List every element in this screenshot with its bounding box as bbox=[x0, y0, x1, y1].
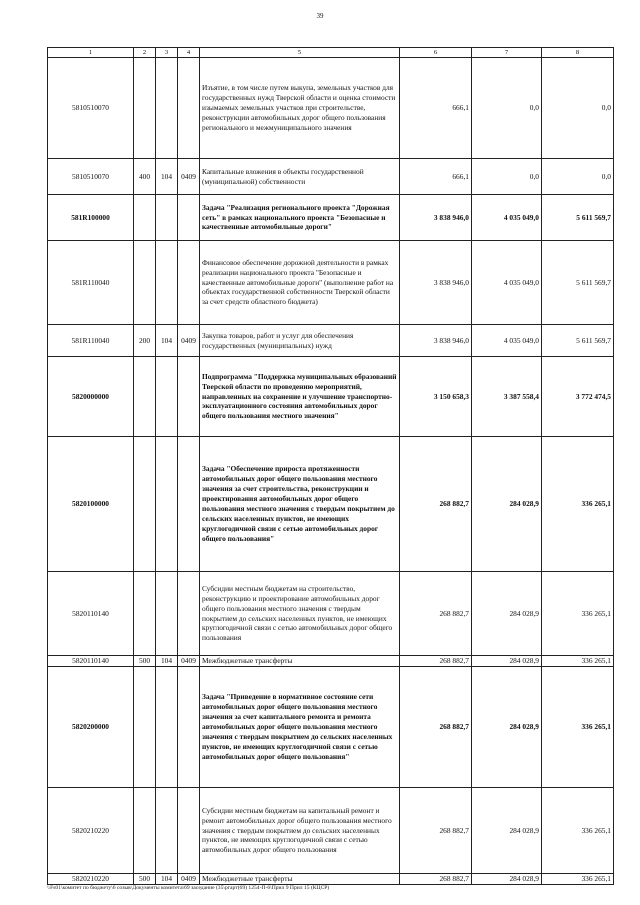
row-c2: 200 bbox=[134, 325, 156, 357]
row-c3 bbox=[156, 58, 178, 159]
table-row bbox=[48, 437, 614, 572]
row-code: 5820000000 bbox=[48, 357, 134, 437]
row-code: 581R110040 bbox=[48, 241, 134, 325]
row-value-7: 284 028,9 bbox=[472, 788, 542, 874]
row-value-7: 284 028,9 bbox=[472, 656, 542, 667]
row-value-7: 284 028,9 bbox=[472, 667, 542, 788]
row-value-6: 268 882,7 bbox=[400, 667, 472, 788]
row-code: 5820100000 bbox=[48, 437, 134, 572]
row-c4 bbox=[178, 572, 200, 656]
column-header: 3 bbox=[156, 48, 178, 58]
table-row bbox=[48, 241, 614, 325]
budget-table bbox=[47, 47, 614, 885]
row-c3 bbox=[156, 357, 178, 437]
row-c2 bbox=[134, 572, 156, 656]
row-c2: 500 bbox=[134, 874, 156, 885]
row-value-8: 5 611 569,7 bbox=[542, 241, 614, 325]
row-value-7: 284 028,9 bbox=[472, 572, 542, 656]
table-row bbox=[48, 159, 614, 195]
row-c4 bbox=[178, 437, 200, 572]
row-description: Задача "Приведение в нормативное состояние сети автомобильных дорог общего пользования местного значения за счет капитального ремонта и ремонта автомобильных дорог общего пользования местного значения с твердым покрытием до сельских населенных пунктов, не имеющих круглогодичной связи с сетью автомобильных дорог общего пользования" bbox=[200, 667, 400, 788]
row-c2 bbox=[134, 437, 156, 572]
table-body bbox=[48, 58, 614, 885]
column-header: 4 bbox=[178, 48, 200, 58]
row-value-7: 284 028,9 bbox=[472, 437, 542, 572]
row-code: 5820210220 bbox=[48, 788, 134, 874]
row-code: 581R100000 bbox=[48, 195, 134, 241]
row-value-6: 3 150 658,3 bbox=[400, 357, 472, 437]
row-value-7: 4 035 049,0 bbox=[472, 195, 542, 241]
row-description: Подпрограмма "Поддержка муниципальных образований Тверской области по проведению мероприятий, направленных на сохранение и улучшение транспортно-эксплуатационного состояния автомобильных дорог общего пользования местного значения" bbox=[200, 357, 400, 437]
row-description: Финансовое обеспечение дорожной деятельности в рамках реализации национального проекта "Безопасные и качественные автомобильные дороги" (выполнение работ на объектах государственной собственности Тверской области за счет средств областного бюджета) bbox=[200, 241, 400, 325]
row-c4: 0409 bbox=[178, 874, 200, 885]
row-c3 bbox=[156, 788, 178, 874]
row-value-6: 666,1 bbox=[400, 58, 472, 159]
table-row bbox=[48, 325, 614, 357]
row-value-8: 336 265,1 bbox=[542, 572, 614, 656]
row-c2: 400 bbox=[134, 159, 156, 195]
row-value-6: 3 838 946,0 bbox=[400, 241, 472, 325]
table-header bbox=[48, 48, 614, 58]
header-row bbox=[48, 48, 614, 58]
table-row bbox=[48, 195, 614, 241]
row-c3 bbox=[156, 437, 178, 572]
row-value-6: 666,1 bbox=[400, 159, 472, 195]
row-value-8: 0,0 bbox=[542, 159, 614, 195]
row-c3: 104 bbox=[156, 325, 178, 357]
row-value-7: 284 028,9 bbox=[472, 874, 542, 885]
table-row bbox=[48, 788, 614, 874]
row-c3 bbox=[156, 195, 178, 241]
row-description: Субсидии местным бюджетам на строительство, реконструкцию и проектирование автомобильных дорог общего пользования местного значения с твердым покрытием до сельских населенных пунктов, не имеющих круглогодичной связи с сетью автомобильных дорог общего пользования bbox=[200, 572, 400, 656]
row-description: Субсидии местным бюджетам на капитальный ремонт и ремонт автомобильных дорог общего пользования местного значения с твердым покрытием до сельских населенных пунктов, не имеющих круглогодичной связи с сетью автомобильных дорог общего пользования bbox=[200, 788, 400, 874]
column-header: 5 bbox=[200, 48, 400, 58]
footer-file-path: \\Fs01\комитет по бюджету\6 созыв\Документы комитета\69 заседание (35\ргарт(69) 1254-П-6\Прил 9 Прил 15 (КЦСР) bbox=[47, 885, 330, 891]
table-row bbox=[48, 572, 614, 656]
row-value-8: 336 265,1 bbox=[542, 788, 614, 874]
row-description: Задача "Обеспечение прироста протяженности автомобильных дорог общего пользования местного значения за счет строительства, реконструкции и проектирования автомобильных дорог общего пользования местного значения с твердым покрытием до сельских населенных пунктов, не имеющих круглогодичной связи с сетью автомобильных дорог общего пользования" bbox=[200, 437, 400, 572]
row-description: Межбюджетные трансферты bbox=[200, 656, 400, 667]
row-c2 bbox=[134, 357, 156, 437]
row-value-8: 3 772 474,5 bbox=[542, 357, 614, 437]
row-c3 bbox=[156, 667, 178, 788]
row-code: 5820110140 bbox=[48, 656, 134, 667]
row-c2 bbox=[134, 195, 156, 241]
table-row bbox=[48, 58, 614, 159]
row-value-6: 3 838 946,0 bbox=[400, 195, 472, 241]
row-code: 5810510070 bbox=[48, 159, 134, 195]
row-value-6: 268 882,7 bbox=[400, 656, 472, 667]
row-code: 5820200000 bbox=[48, 667, 134, 788]
row-c4 bbox=[178, 241, 200, 325]
row-value-8: 336 265,1 bbox=[542, 656, 614, 667]
row-value-7: 0,0 bbox=[472, 159, 542, 195]
row-code: 5810510070 bbox=[48, 58, 134, 159]
row-description: Изъятие, в том числе путем выкупа, земельных участков для государственных нужд Тверской области и оценка стоимости изымаемых земельных участков при строительстве, реконструкции автомобильных дорог общего пользования регионального и межмуниципального значения bbox=[200, 58, 400, 159]
row-c4 bbox=[178, 195, 200, 241]
row-c4: 0409 bbox=[178, 159, 200, 195]
row-description: Закупка товаров, работ и услуг для обеспечения государственных (муниципальных) нужд bbox=[200, 325, 400, 357]
row-value-6: 268 882,7 bbox=[400, 874, 472, 885]
row-c2 bbox=[134, 788, 156, 874]
row-c4 bbox=[178, 788, 200, 874]
row-c4 bbox=[178, 667, 200, 788]
row-c3: 104 bbox=[156, 874, 178, 885]
column-header: 1 bbox=[48, 48, 134, 58]
table-row bbox=[48, 357, 614, 437]
row-c3: 104 bbox=[156, 159, 178, 195]
column-header: 2 bbox=[134, 48, 156, 58]
row-c4 bbox=[178, 357, 200, 437]
row-value-8: 0,0 bbox=[542, 58, 614, 159]
row-value-6: 268 882,7 bbox=[400, 572, 472, 656]
row-value-8: 336 265,1 bbox=[542, 667, 614, 788]
row-value-6: 3 838 946,0 bbox=[400, 325, 472, 357]
row-c2 bbox=[134, 58, 156, 159]
row-c2 bbox=[134, 667, 156, 788]
row-value-7: 3 387 558,4 bbox=[472, 357, 542, 437]
row-c3 bbox=[156, 572, 178, 656]
row-code: 581R110040 bbox=[48, 325, 134, 357]
row-c3 bbox=[156, 241, 178, 325]
row-value-6: 268 882,7 bbox=[400, 437, 472, 572]
row-description: Задача "Реализация регионального проекта "Дорожная сеть" в рамках национального проекта "Безопасные и качественные автомобильные дороги" bbox=[200, 195, 400, 241]
row-c3: 104 bbox=[156, 656, 178, 667]
column-header: 7 bbox=[472, 48, 542, 58]
row-c4 bbox=[178, 58, 200, 159]
row-c2: 500 bbox=[134, 656, 156, 667]
row-code: 5820210220 bbox=[48, 874, 134, 885]
page-number: 39 bbox=[316, 12, 324, 20]
row-c4: 0409 bbox=[178, 656, 200, 667]
row-value-7: 4 035 049,0 bbox=[472, 325, 542, 357]
column-header: 6 bbox=[400, 48, 472, 58]
row-value-6: 268 882,7 bbox=[400, 788, 472, 874]
row-description: Капитальные вложения в объекты государственной (муниципальной) собственности bbox=[200, 159, 400, 195]
table-row bbox=[48, 667, 614, 788]
row-value-8: 5 611 569,7 bbox=[542, 325, 614, 357]
row-value-8: 5 611 569,7 bbox=[542, 195, 614, 241]
row-value-7: 0,0 bbox=[472, 58, 542, 159]
row-description: Межбюджетные трансферты bbox=[200, 874, 400, 885]
table-row bbox=[48, 874, 614, 885]
table-row bbox=[48, 656, 614, 667]
row-value-7: 4 035 049,0 bbox=[472, 241, 542, 325]
row-value-8: 336 265,1 bbox=[542, 874, 614, 885]
row-value-8: 336 265,1 bbox=[542, 437, 614, 572]
row-code: 5820110140 bbox=[48, 572, 134, 656]
row-c2 bbox=[134, 241, 156, 325]
row-c4: 0409 bbox=[178, 325, 200, 357]
column-header: 8 bbox=[542, 48, 614, 58]
